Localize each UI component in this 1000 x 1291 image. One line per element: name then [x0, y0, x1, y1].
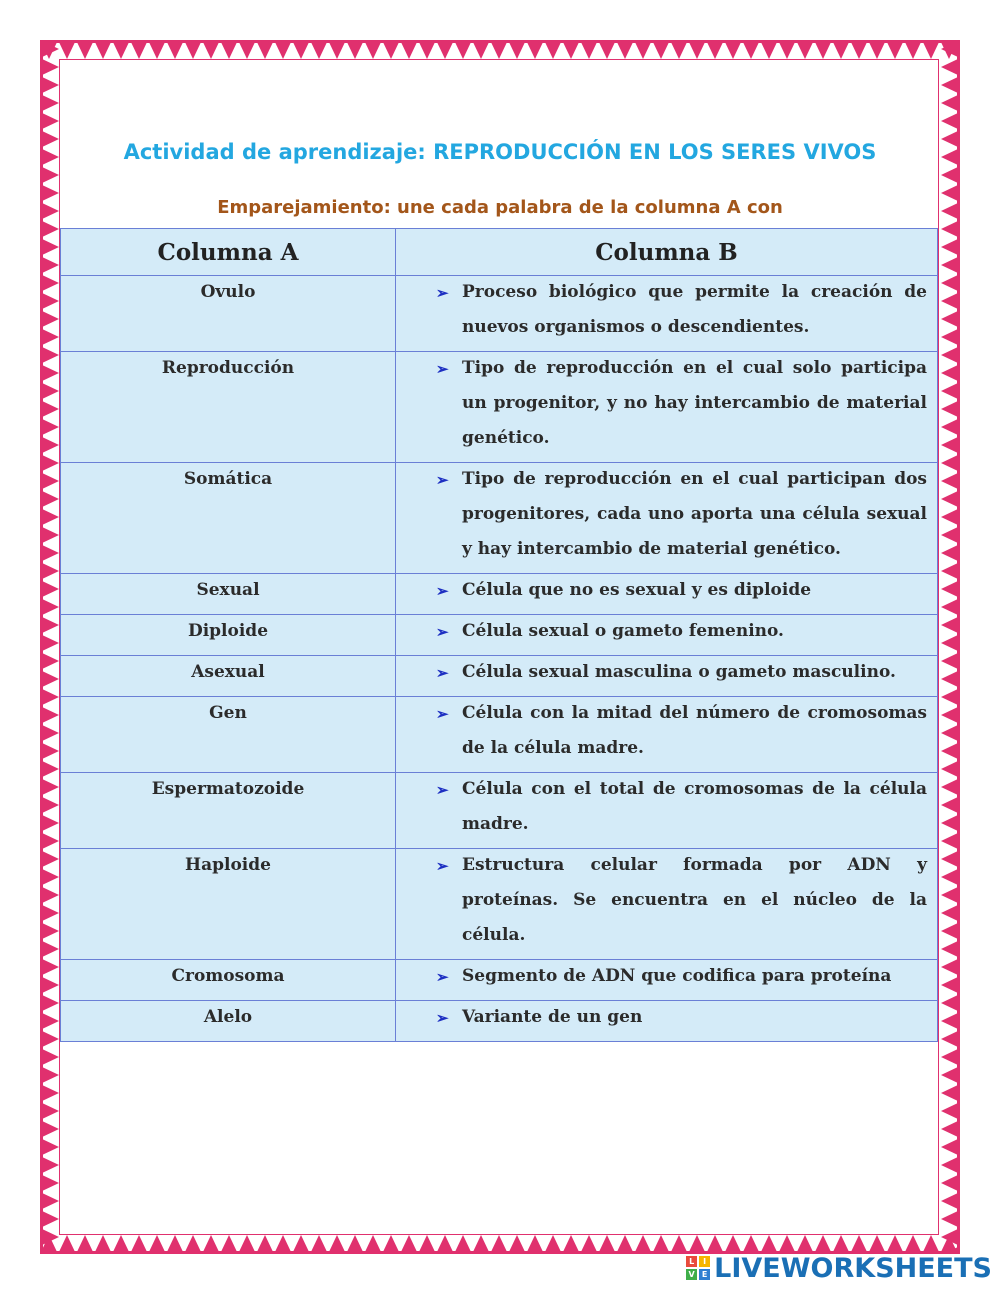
column-b-definition-cell — [396, 615, 938, 656]
table-row — [61, 352, 938, 463]
liveworksheets-brand — [686, 1251, 992, 1285]
table-row — [61, 463, 938, 574]
column-a-term: Espermatozoide — [61, 773, 396, 849]
column-b-definition: Célula sexual masculina o gameto masculino. — [462, 662, 896, 682]
column-b-definition-cell — [396, 574, 938, 615]
column-b-definition: Tipo de reproducción en el cual solo participa un progenitor, y no hay intercambio de material genético. — [462, 358, 927, 448]
arrow-bullet-icon: ➢ — [436, 857, 449, 875]
worksheet-frame — [40, 40, 960, 1254]
column-b-definition: Proceso biológico que permite la creación de nuevos organismos o descendientes. — [462, 282, 927, 337]
table-row — [61, 773, 938, 849]
arrow-bullet-icon: ➢ — [436, 1009, 449, 1027]
page-title: Actividad de aprendizaje: REPRODUCCIÓN EN LOS SERES VIVOS — [123, 140, 877, 164]
arrow-bullet-icon: ➢ — [436, 705, 449, 723]
table-row — [61, 656, 938, 697]
table-row — [61, 960, 938, 1001]
table-row — [61, 1001, 938, 1042]
arrow-bullet-icon: ➢ — [436, 968, 449, 986]
column-a-term: Somática — [61, 463, 396, 574]
column-a-term: Cromosoma — [61, 960, 396, 1001]
column-b-definition: Célula con la mitad del número de cromosomas de la célula madre. — [462, 703, 927, 758]
logo-letter: V — [686, 1269, 697, 1280]
column-b-definition: Segmento de ADN que codifica para proteína — [462, 966, 892, 986]
column-b-definition-cell — [396, 276, 938, 352]
arrow-bullet-icon: ➢ — [436, 781, 449, 799]
column-a-term: Haploide — [61, 849, 396, 960]
column-a-term: Alelo — [61, 1001, 396, 1042]
table-row — [61, 615, 938, 656]
column-b-definition-cell — [396, 352, 938, 463]
column-b-definition-cell — [396, 656, 938, 697]
arrow-bullet-icon: ➢ — [436, 664, 449, 682]
matching-table — [60, 228, 938, 1042]
column-b-definition: Célula que no es sexual y es diploide — [462, 580, 812, 600]
column-b-definition-cell — [396, 463, 938, 574]
column-b-definition-cell — [396, 773, 938, 849]
table-row — [61, 697, 938, 773]
arrow-bullet-icon: ➢ — [436, 582, 449, 600]
liveworksheets-logo — [686, 1256, 710, 1280]
logo-letter: E — [699, 1269, 710, 1280]
brand-name: LIVEWORKSHEETS — [714, 1252, 992, 1284]
column-a-term: Ovulo — [61, 276, 396, 352]
worksheet-content — [59, 59, 939, 1235]
column-a-term: Asexual — [61, 656, 396, 697]
logo-letter: I — [699, 1256, 710, 1267]
arrow-bullet-icon: ➢ — [436, 623, 449, 641]
column-b-definition-cell — [396, 1001, 938, 1042]
column-b-definition-cell — [396, 849, 938, 960]
arrow-bullet-icon: ➢ — [436, 360, 449, 378]
column-b-definition: Célula sexual o gameto femenino. — [462, 621, 784, 641]
column-a-term: Diploide — [61, 615, 396, 656]
column-b-definition: Tipo de reproducción en el cual participan dos progenitores, cada uno aporta una célula sexual y hay intercambio de material genético. — [462, 469, 927, 559]
logo-letter: L — [686, 1256, 697, 1267]
table-header-row — [61, 229, 938, 276]
table-row — [61, 849, 938, 960]
arrow-bullet-icon: ➢ — [436, 284, 449, 302]
column-b-definition-cell — [396, 697, 938, 773]
column-a-header: Columna A — [61, 229, 396, 276]
column-a-term: Gen — [61, 697, 396, 773]
column-b-definition: Estructura celular formada por ADN y proteínas. Se encuentra en el núcleo de la célula. — [462, 855, 927, 945]
arrow-bullet-icon: ➢ — [436, 471, 449, 489]
column-a-term: Reproducción — [61, 352, 396, 463]
column-b-header: Columna B — [396, 229, 938, 276]
column-a-term: Sexual — [61, 574, 396, 615]
column-b-definition: Célula con el total de cromosomas de la célula madre. — [462, 779, 927, 834]
column-b-definition: Variante de un gen — [462, 1007, 643, 1027]
instructions: Emparejamiento: une cada palabra de la columna A con — [217, 197, 783, 218]
table-row — [61, 276, 938, 352]
table-row — [61, 574, 938, 615]
column-b-definition-cell — [396, 960, 938, 1001]
